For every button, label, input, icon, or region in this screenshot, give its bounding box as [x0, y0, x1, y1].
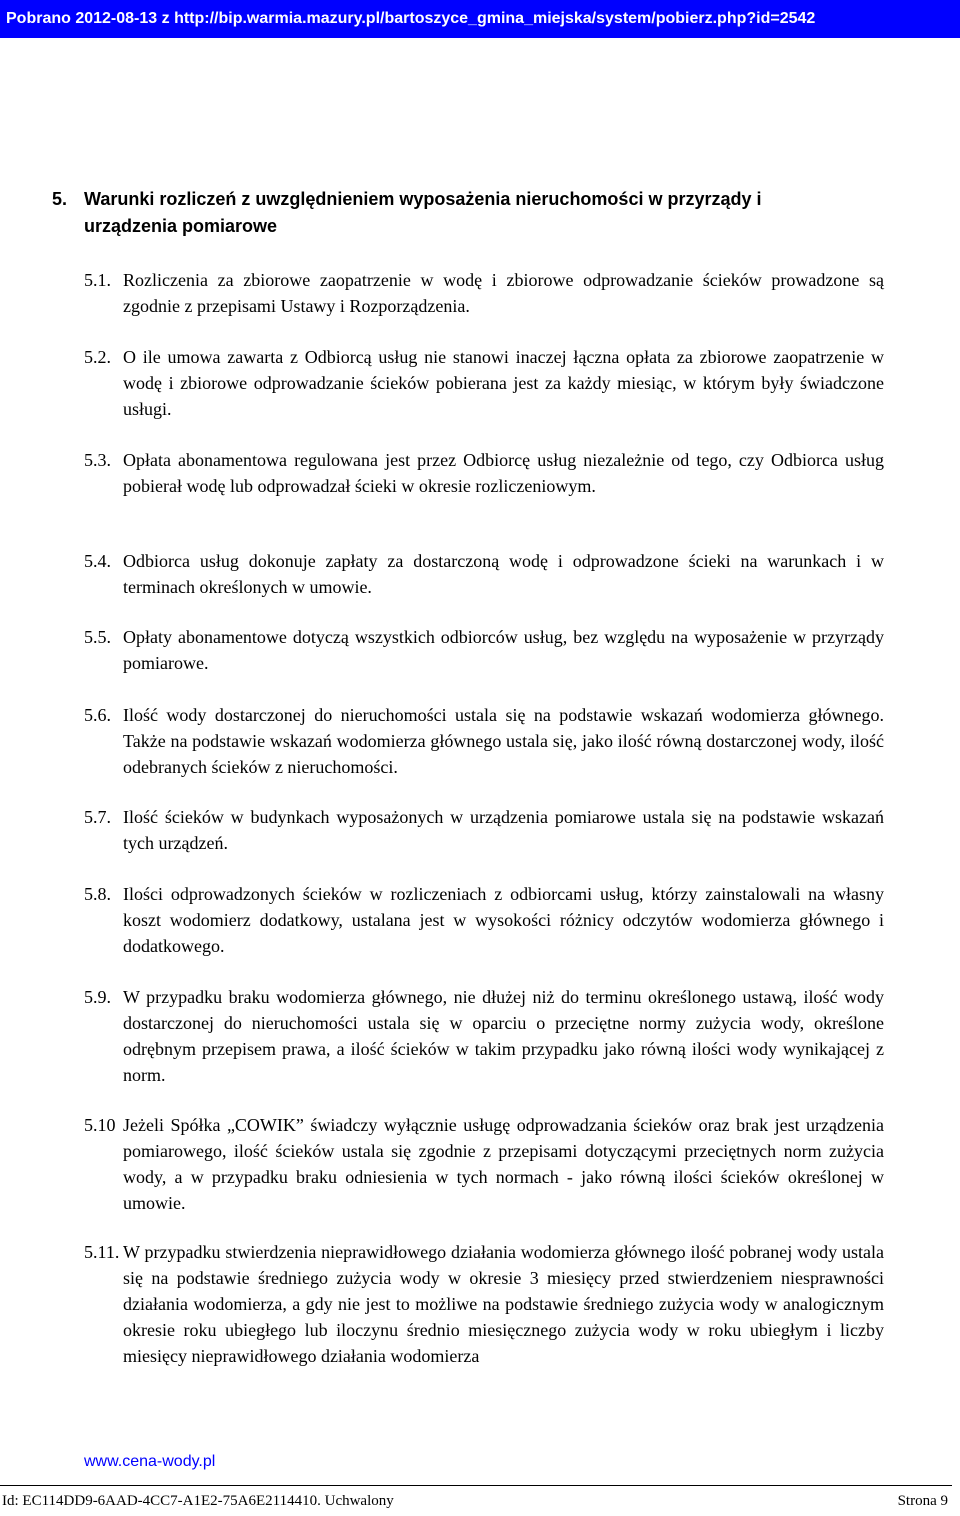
- clause-5-4: [84, 548, 884, 600]
- clause-number: 5.6.: [84, 705, 111, 725]
- clause-text: Ilości odprowadzonych ścieków w rozliczeniach z odbiorcami usług, którzy zainstalowali na własny koszt wodomierz dodatkowy, ustalana jest w wysokości różnicy odczytów wodomierza głównego i dodatkowego.: [123, 884, 884, 956]
- clause-text: Opłata abonamentowa regulowana jest przez Odbiorcę usług niezależnie od tego, czy Odbiorca usług pobierał wodę lub odprowadzał ścieki w okresie rozliczeniowym.: [123, 450, 884, 496]
- clause-text: Odbiorca usług dokonuje zapłaty za dostarczoną wodę i odprowadzone ścieki na warunkach i w terminach określonych w umowie.: [123, 551, 884, 597]
- footer-divider: [0, 1485, 952, 1486]
- clause-number: 5.2.: [84, 347, 111, 367]
- clause-number: 5.4.: [84, 551, 111, 571]
- clause-number: 5.3.: [84, 450, 111, 470]
- download-source-header: Pobrano 2012-08-13 z http://bip.warmia.mazury.pl/bartoszyce_gmina_miejska/system/pobierz.php?id=2542: [0, 0, 960, 38]
- clause-text: Ilość wody dostarczonej do nieruchomości ustala się na podstawie wskazań wodomierza głównego. Także na podstawie wskazań wodomierza głównego ustala się, jako ilość równą dostarczonej wody, ilość odebranych ścieków z nieruchomości.: [123, 705, 884, 777]
- clause-5-8: [84, 881, 884, 959]
- clause-text: W przypadku stwierdzenia nieprawidłowego działania wodomierza głównego ilość pobranej wody ustala się na podstawie średniego zużycia wody w okresie 3 miesięcy przed stwierdzeniem niesprawności działania wodomierza, a gdy nie jest to możliwe na podstawie średniego zużycia wody w analogicznym okresie roku ubiegłego lub iloczynu średnio miesięcznego zużycia wody w roku ubiegłym i liczby miesięcy nieprawidłowego działania wodomierza: [123, 1242, 884, 1366]
- clause-number: 5.1.: [84, 270, 111, 290]
- footer-website-link[interactable]: www.cena-wody.pl: [84, 1453, 216, 1470]
- clause-text: W przypadku braku wodomierza głównego, nie dłużej niż do terminu określonego ustawą, ilość wody dostarczonej do nieruchomości ustala się w oparciu o przeciętne normy zużycia wody, określone odrębnym przepisem prawa, a ilość ścieków w takim przypadku jako równą ilości wody wynikającej z norm.: [123, 987, 884, 1085]
- clause-number: 5.9.: [84, 987, 111, 1007]
- clause-number: 5.10: [84, 1115, 116, 1135]
- section-title: [52, 186, 902, 240]
- clause-number: 5.11.: [84, 1242, 120, 1262]
- clause-5-3: [84, 447, 884, 499]
- clause-number: 5.7.: [84, 807, 111, 827]
- clause-5-11: [84, 1239, 884, 1369]
- section-title-line1: Warunki rozliczeń z uwzględnieniem wyposażenia nieruchomości w przyrządy i: [84, 189, 762, 209]
- clause-number: 5.8.: [84, 884, 111, 904]
- clause-text: Ilość ścieków w budynkach wyposażonych w urządzenia pomiarowe ustala się na podstawie wskazań tych urządzeń.: [123, 807, 884, 853]
- clause-5-9: [84, 984, 884, 1088]
- clause-text: O ile umowa zawarta z Odbiorcą usług nie stanowi inaczej łączna opłata za zbiorowe zaopatrzenie w wodę i zbiorowe odprowadzanie ścieków pobierana jest za każdy miesiąc, w którym były świadczone usługi.: [123, 347, 884, 419]
- clause-5-2: [84, 344, 884, 422]
- section-title-line2: urządzenia pomiarowe: [84, 216, 278, 236]
- section-number: 5.: [52, 189, 68, 209]
- clause-number: 5.5.: [84, 627, 111, 647]
- clause-5-6: [84, 702, 884, 780]
- clause-5-1: [84, 267, 884, 319]
- clause-text: Rozliczenia za zbiorowe zaopatrzenie w wodę i zbiorowe odprowadzanie ścieków prowadzone są zgodnie z przepisami Ustawy i Rozporządzenia.: [123, 270, 884, 316]
- clause-text: Opłaty abonamentowe dotyczą wszystkich odbiorców usług, bez względu na wyposażenie w przyrządy pomiarowe.: [123, 627, 884, 673]
- clause-5-5: [84, 624, 884, 676]
- clause-5-7: [84, 804, 884, 856]
- clause-5-10: [84, 1112, 884, 1216]
- document-id: Id: EC114DD9-6AAD-4CC7-A1E2-75A6E2114410. Uchwalony: [2, 1493, 394, 1509]
- clause-text: Jeżeli Spółka „COWIK” świadczy wyłącznie usługę odprowadzania ścieków oraz brak jest urządzenia pomiarowego, ilość ścieków ustala się zgodnie z przepisami dotyczącymi przeciętnych norm zużycia wody, a w przypadku braku odniesienia w tych normach - jako równą ilości ścieków określonej w umowie.: [123, 1115, 884, 1213]
- page-number: Strona 9: [897, 1493, 948, 1509]
